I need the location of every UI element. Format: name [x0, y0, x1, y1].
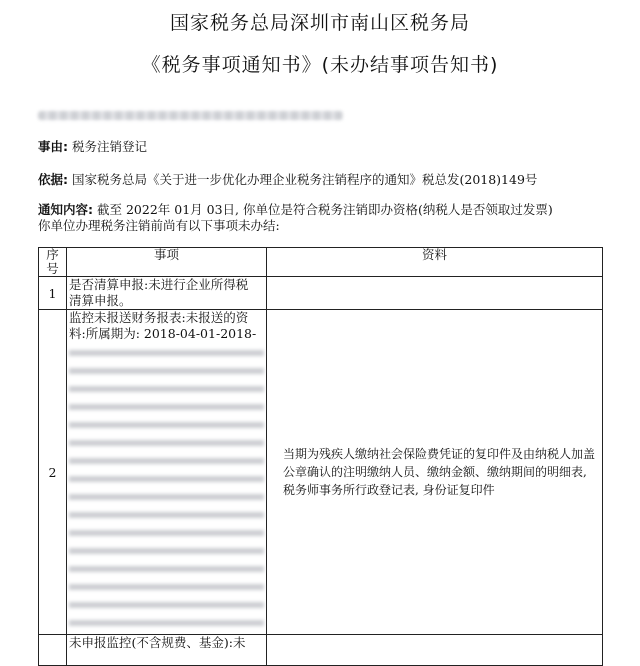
item-line: 清算申报。 — [69, 293, 132, 308]
pending-items-table — [38, 247, 603, 666]
matter-value: 税务注销登记 — [71, 139, 147, 154]
row-number — [39, 635, 67, 666]
row-data — [267, 277, 603, 310]
header-no: 序号 — [39, 248, 67, 277]
header-data: 资料 — [267, 248, 603, 277]
row-item — [67, 310, 267, 635]
item-line: 未申报监控(不含规费、基金):未 — [69, 635, 246, 650]
basis-label: 依据: — [38, 172, 68, 187]
table-row — [39, 635, 603, 666]
table-row — [39, 310, 603, 635]
table-row — [39, 277, 603, 310]
document-title: 《税务事项通知书》(未办结事项告知书) — [141, 54, 499, 76]
matter-line — [38, 137, 147, 155]
row-number: 1 — [39, 277, 67, 310]
bureau-title: 国家税务总局深圳市南山区税务局 — [169, 12, 470, 34]
redacted-taxpayer-line — [38, 111, 343, 120]
table-header-row — [39, 248, 603, 277]
item-line: 料:所属期为: 2018-04-01-2018- — [69, 326, 257, 341]
basis-line — [38, 170, 537, 188]
row-data — [267, 635, 603, 666]
row-data: 当期为残疾人缴纳社会保险费凭证的复印件及由纳税人加盖公章确认的注明缴纳人员、缴纳金额、缴纳期间的明细表, 税务师事务所行政登记表, 身份证复印件 — [267, 310, 603, 635]
row-item — [67, 277, 267, 310]
header-item: 事项 — [67, 248, 267, 277]
matter-label: 事由: — [38, 139, 68, 154]
redacted-item-detail — [69, 344, 264, 634]
notice-label: 通知内容: — [38, 202, 93, 217]
item-line: 监控未报送财务报表:未报送的资 — [69, 310, 249, 325]
item-line: 是否清算申报:未进行企业所得税 — [69, 277, 249, 292]
row-item — [67, 635, 267, 666]
notice-line-2: 你单位办理税务注销前尚有以下事项未办结: — [38, 218, 280, 233]
notice-text: 截至 2022年 01月 03日, 你单位是符合税务注销即办资格(纳税人是否领取过发票) — [96, 202, 553, 217]
row-number: 2 — [39, 310, 67, 635]
basis-value: 国家税务总局《关于进一步优化办理企业税务注销程序的通知》税总发(2018)149号 — [71, 172, 538, 187]
